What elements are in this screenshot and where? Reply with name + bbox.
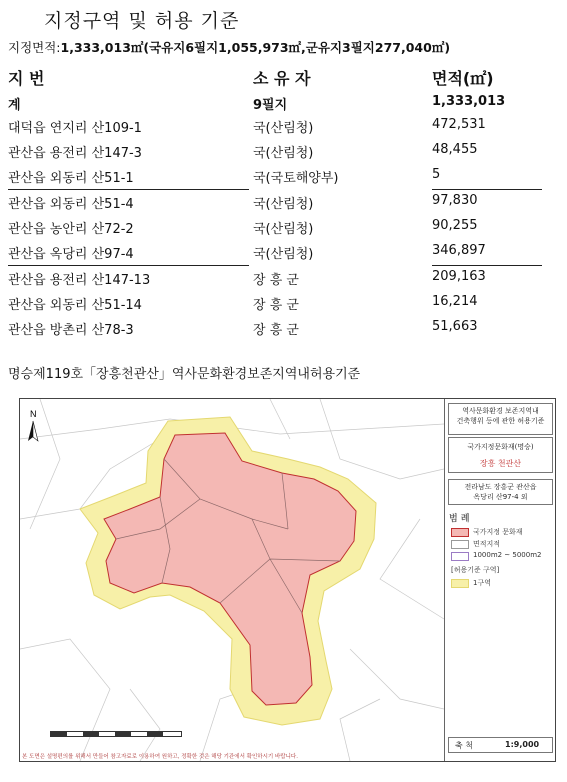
row-lot: 관산읍 외동리 산51-4 [8,197,134,212]
legend-swatch-zone1 [451,579,469,588]
scale-value: 1:9,000 [505,740,540,749]
row-lot: 관산읍 옥당리 산97-4 [8,247,134,262]
row-owner: 국(국토해양부) [253,171,339,186]
page-title: 지정구역 및 허용 기준 [44,10,240,32]
heritage-type: 국가지정문화재(명승) [467,443,534,451]
row-owner: 국(산림청) [253,146,314,161]
row-owner: 장 흥 군 [253,273,299,288]
row-lot: 관산읍 외동리 산51-1 [8,171,134,186]
total-area: 1,333,013 [432,94,506,109]
legend-item: [허용기준 구역] [451,566,500,574]
header-area: 면적(㎡) [432,69,494,88]
row-area: 472,531 [432,117,486,132]
summary-value: 1,333,013㎡(국유지6필지1,055,973㎡,군유지3필지277,040㎡) [60,40,451,55]
group-divider [8,189,249,190]
row-lot: 관산읍 외동리 산51-14 [8,298,142,313]
header-owner: 소 유 자 [253,69,311,88]
table-row [0,319,567,341]
row-lot: 관산읍 용전리 산147-3 [8,146,142,161]
table-row [0,269,567,291]
map-footnote: 본 도면은 설명편의를 위해서 만들어 참고자료로 이용하여 원하고, 정확한 것은 해당 기관에서 확인하시기 바랍니다. [22,754,298,760]
summary-label: 지정면적: [8,40,61,55]
group-divider [8,265,249,266]
row-area: 90,255 [432,218,478,233]
row-area: 51,663 [432,319,478,334]
row-lot: 관산읍 용전리 산147-13 [8,273,151,288]
row-owner: 국(산림청) [253,197,314,212]
total-lot: 계 [8,98,21,113]
scale-box [448,737,553,753]
row-owner: 국(산림청) [253,222,314,237]
panel-location-box: 전라남도 장흥군 관산읍 옥당리 산97-4 외 [448,479,553,505]
header-lot: 지 번 [8,69,45,88]
legend-swatch-heritage [451,528,469,537]
heritage-name: 장흥 천관산 [479,459,522,468]
table-row [0,142,567,164]
row-area: 209,163 [432,269,486,284]
panel-heritage-box [448,437,553,473]
zoning-map [19,398,556,762]
legend-swatch-parcel [451,540,469,549]
panel-title-box: 역사문화환경 보존지역내 건축행위 등에 관한 허용기준 [448,403,553,435]
legend-item: 국가지정 문화재 [473,528,523,536]
map-legend-panel [444,399,556,761]
legend-item: 면적지적 [473,540,501,548]
row-area: 346,897 [432,243,486,258]
row-lot: 관산읍 방촌리 산78-3 [8,323,134,338]
legend-item: 1구역 [473,579,491,587]
row-area: 5 [432,167,441,182]
table-row [0,117,567,139]
map-caption: 명승제119호「장흥천관산」역사문화환경보존지역내허용기준 [8,367,361,382]
north-label: N [30,409,37,419]
row-lot: 대덕읍 연지리 산109-1 [8,121,142,136]
row-owner: 국(산림청) [253,121,314,136]
legend-swatch-range [451,552,469,561]
table-row [0,218,567,240]
row-area: 48,455 [432,142,478,157]
row-area: 16,214 [432,294,478,309]
total-owner: 9필지 [253,98,288,113]
legend-item: 1000m2 ~ 5000m2 [473,551,542,559]
designated-area-summary [8,38,450,56]
table-total-row [0,94,567,116]
group-divider [432,265,542,266]
row-owner: 장 흥 군 [253,323,299,338]
table-row [0,294,567,316]
group-divider [432,189,542,190]
row-area: 97,830 [432,193,478,208]
table-row [0,243,567,265]
row-owner: 국(산림청) [253,247,314,262]
scale-bar [50,731,182,737]
legend-title: 범 례 [449,514,470,524]
row-owner: 장 흥 군 [253,298,299,313]
scale-label: 축 척 [455,741,473,750]
table-row [0,167,567,189]
row-lot: 관산읍 농안리 산72-2 [8,222,134,237]
table-row [0,193,567,215]
map-drawing [20,399,444,761]
